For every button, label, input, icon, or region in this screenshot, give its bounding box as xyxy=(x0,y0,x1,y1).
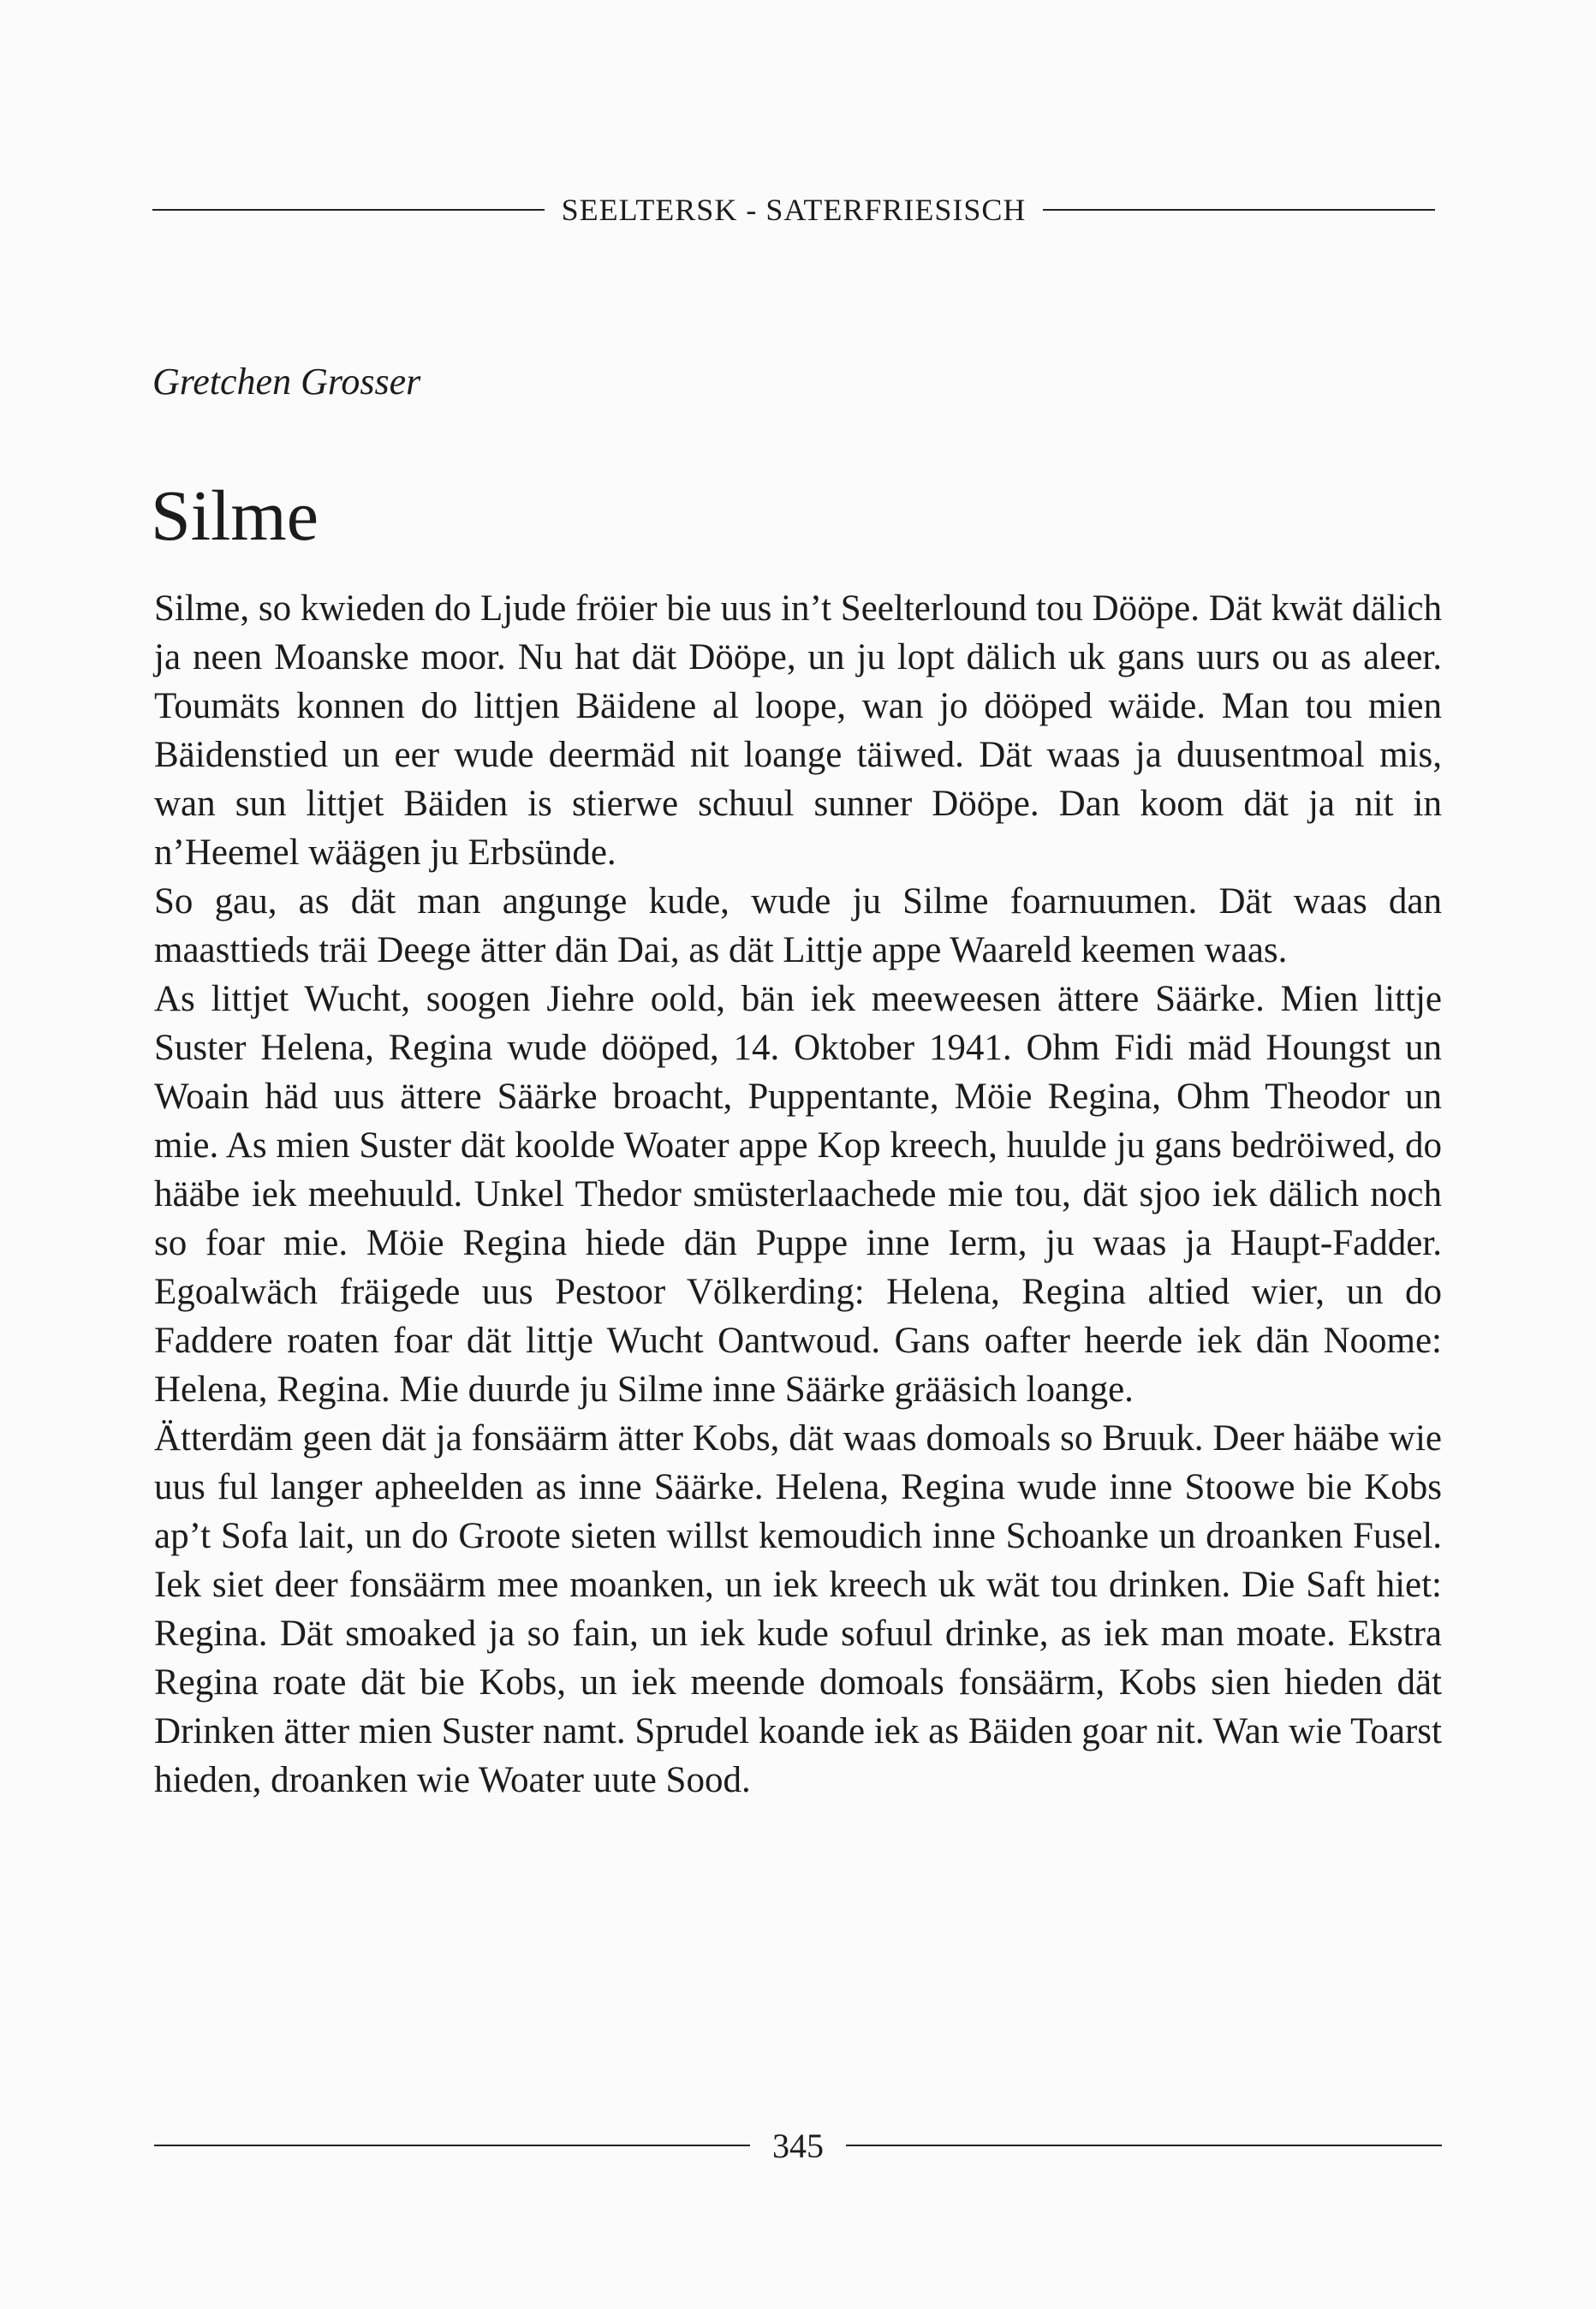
page-number: 345 xyxy=(772,2126,824,2165)
paragraph-4: Ätterdäm geen dät ja fonsäärm ätter Kobs, dät waas domoals so Bruuk. Deer hääbe wie uus ful langer apheelden as inne Säärke. Helena, Regina wude inne Stoowe bie Kobs ap’t Sofa lait, un do Groote sieten willst kemoudich inne Schoanke un droanken Fusel. Iek siet deer fonsäärm mee moanken, un iek kreech uk wät tou drinken. Die Saft hiet: Regina. Dät smoaked ja so fain, un iek kude sofuul drinke, as iek man moate. Ekstra Regina roate dät bie Kobs, un iek meende domoals fonsäärm, Kobs sien hieden dät Drinken ätter mien Suster namt. Sprudel koande iek as Bäiden goar nit. Wan wie Toarst hieden, droanken wie Woater uute Sood. xyxy=(154,1418,1442,1800)
running-header xyxy=(152,188,1435,231)
header-rule-right xyxy=(1043,209,1435,211)
paragraph-1: Silme, so kwieden do Ljude fröier bie uus in’t Seelterlound tou Dööpe. Dät kwät dälich ja neen Moanske moor. Nu hat dät Dööpe, un ju lopt dälich uk gans uurs ou as aleer. Toumäts konnen do littjen Bäidene al loope, wan jo dööped wäide. Man tou mien Bäidenstied un eer wude deermäd nit loange täiwed. Dät waas ja duusentmoal mis, wan sun littjet Bäiden is stierwe schuul sunner Dööpe. Dan koom dät ja nit in n’Heemel wäägen ju Erbsünde. xyxy=(154,588,1442,873)
header-rule-left xyxy=(152,209,545,211)
paragraph-2: So gau, as dät man angunge kude, wude ju Silme foarnuumen. Dät waas dan maasttieds träi Deege ätter dän Dai, as dät Littje appe Waareld keemen waas. xyxy=(154,881,1442,970)
footer-rule-right xyxy=(846,2145,1442,2146)
article-title: Silme xyxy=(151,476,319,556)
paragraph-3: As littjet Wucht, soogen Jiehre oold, bän iek meeweesen ättere Säärke. Mien littje Suster Helena, Regina wude dööped, 14. Oktober 1941. Ohm Fidi mäd Houngst un Woain häd uus ättere Säärke broacht, Puppentante, Möie Regina, Ohm Theodor un mie. As mien Suster dät koolde Woater appe Kop kreech, huulde ju gans bedröiwed, do hääbe iek meehuuld. Unkel Thedor smüsterlaachede mie tou, dät sjoo iek dälich noch so foar mie. Möie Regina hiede dän Puppe inne Ierm, ju waas ja Haupt-Fadder. Egoalwäch fräigede uus Pestoor Völkerding: Helena, Regina altied wier, un do Faddere roaten foar dät littje Wucht Oantwoud. Gans oafter heerde iek dän Noome: Helena, Regina. Mie duurde ju Silme inne Säärke grääsich loange. xyxy=(154,979,1442,1410)
footer-rule-left xyxy=(154,2145,750,2146)
running-title: SEELTERSK - SATERFRIESISCH xyxy=(561,193,1027,227)
author-name: Gretchen Grosser xyxy=(152,361,421,403)
page-footer xyxy=(154,2124,1442,2167)
article-body xyxy=(154,584,1442,1805)
